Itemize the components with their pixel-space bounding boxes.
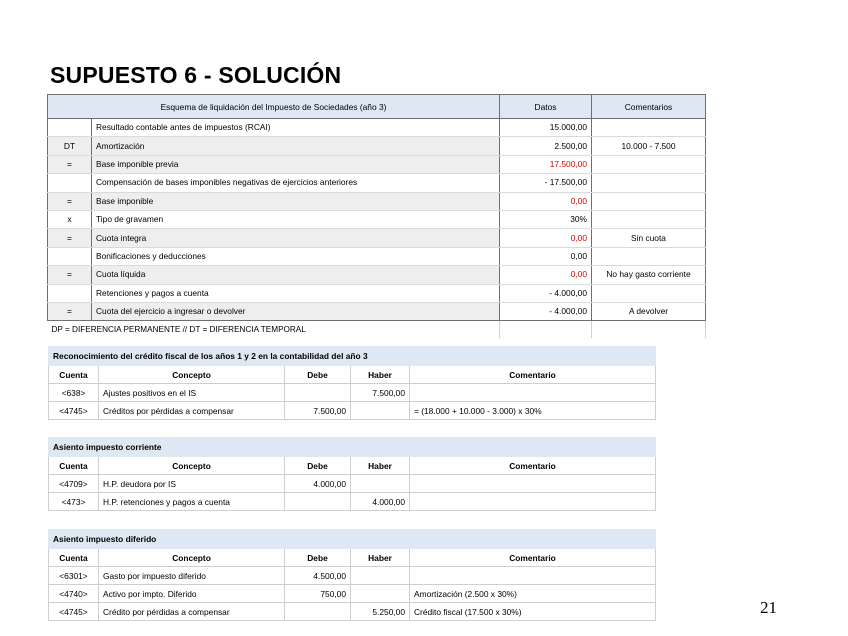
journal-title-row (49, 347, 656, 366)
concept: Activo por impto. Diferido (99, 585, 285, 603)
debit-amount: 4.000,00 (285, 475, 351, 493)
debit-amount (285, 384, 351, 402)
row-comment (592, 210, 706, 228)
row-label: Bonificaciones y deducciones (92, 247, 500, 265)
row-label: Cuota líquida (92, 266, 500, 284)
liquidation-row (48, 155, 706, 173)
row-value: 2.500,00 (500, 137, 592, 155)
row-label: Resultado contable antes de impuestos (RCAI) (92, 119, 500, 137)
journal-entry-row (49, 585, 656, 603)
debit-amount: 750,00 (285, 585, 351, 603)
account-code: <4745> (49, 603, 99, 621)
row-value: - 4.000,00 (500, 284, 592, 302)
row-label: Base imponible (92, 192, 500, 210)
entry-comment (410, 384, 656, 402)
row-symbol: = (48, 155, 92, 173)
row-label: Retenciones y pagos a cuenta (92, 284, 500, 302)
row-label: Cuota integra (92, 229, 500, 247)
row-label: Compensación de bases imponibles negativas de ejercicios anteriores (92, 174, 500, 192)
journal-title-row (49, 438, 656, 457)
liquidation-row (48, 119, 706, 137)
credit-amount (351, 475, 410, 493)
journal-column-header: Cuenta (49, 549, 99, 567)
row-comment: 10.000 - 7.500 (592, 137, 706, 155)
row-symbol (48, 247, 92, 265)
row-label: Cuota del ejercicio a ingresar o devolver (92, 302, 500, 320)
journal-credit-recognition (48, 346, 656, 420)
row-symbol (48, 284, 92, 302)
journal-column-header: Concepto (99, 549, 285, 567)
liquidation-header-row (48, 95, 706, 119)
row-symbol: = (48, 192, 92, 210)
journal-column-header: Debe (285, 457, 351, 475)
slide-title: SUPUESTO 6 - SOLUCIÓN (50, 62, 342, 88)
row-value: 0,00 (500, 192, 592, 210)
credit-amount: 4.000,00 (351, 493, 410, 511)
journal-title: Reconocimiento del crédito fiscal de los años 1 y 2 en la contabilidad del año 3 (49, 347, 656, 366)
credit-amount: 7.500,00 (351, 384, 410, 402)
journal-column-header: Haber (351, 549, 410, 567)
entry-comment (410, 567, 656, 585)
row-label: Tipo de gravamen (92, 210, 500, 228)
account-code: <4740> (49, 585, 99, 603)
entry-comment: Crédito fiscal (17.500 x 30%) (410, 603, 656, 621)
concept: Gasto por impuesto diferido (99, 567, 285, 585)
row-comment (592, 174, 706, 192)
journal-column-header: Comentario (410, 549, 656, 567)
row-comment: No hay gasto corriente (592, 266, 706, 284)
entry-comment: Amortización (2.500 x 30%) (410, 585, 656, 603)
journal-column-header: Debe (285, 366, 351, 384)
liquidation-row (48, 266, 706, 284)
liquidation-row (48, 210, 706, 228)
journal-column-header: Cuenta (49, 457, 99, 475)
row-comment (592, 155, 706, 173)
row-comment (592, 192, 706, 210)
liquidation-row (48, 192, 706, 210)
row-comment (592, 284, 706, 302)
journal-title: Asiento impuesto corriente (49, 438, 656, 457)
liquidation-row (48, 302, 706, 320)
journal-deferred-tax (48, 529, 656, 621)
debit-amount (285, 603, 351, 621)
credit-amount: 5.250,00 (351, 603, 410, 621)
row-label: Amortización (92, 137, 500, 155)
row-symbol: x (48, 210, 92, 228)
entry-comment: = (18.000 + 10.000 - 3.000) x 30% (410, 402, 656, 420)
credit-amount (351, 402, 410, 420)
row-symbol: = (48, 229, 92, 247)
empty-cell (500, 321, 592, 339)
comentarios-header: Comentarios (592, 95, 706, 119)
journal-column-header: Cuenta (49, 366, 99, 384)
journal-entry-row (49, 493, 656, 511)
concept: Crédito por pérdidas a compensar (99, 603, 285, 621)
journal-title: Asiento impuesto diferido (49, 530, 656, 549)
debit-amount: 7.500,00 (285, 402, 351, 420)
journal-entry-row (49, 384, 656, 402)
entry-comment (410, 475, 656, 493)
row-comment (592, 247, 706, 265)
row-value: 0,00 (500, 229, 592, 247)
account-code: <6301> (49, 567, 99, 585)
liquidation-row (48, 284, 706, 302)
row-symbol (48, 174, 92, 192)
row-value: 0,00 (500, 266, 592, 284)
liquidation-row (48, 247, 706, 265)
journal-column-header: Haber (351, 366, 410, 384)
datos-header: Datos (500, 95, 592, 119)
journal-entry-row (49, 603, 656, 621)
concept: Ajustes positivos en el IS (99, 384, 285, 402)
concept: H.P. deudora por IS (99, 475, 285, 493)
row-value: 15.000,00 (500, 119, 592, 137)
journal-title-row (49, 530, 656, 549)
concept: Créditos por pérdidas a compensar (99, 402, 285, 420)
journal-column-header: Debe (285, 549, 351, 567)
liquidation-table (47, 94, 706, 338)
row-symbol: DT (48, 137, 92, 155)
row-value: - 4.000,00 (500, 302, 592, 320)
journal-entry-row (49, 402, 656, 420)
liquidation-row (48, 174, 706, 192)
row-comment: A devolver (592, 302, 706, 320)
account-code: <473> (49, 493, 99, 511)
row-comment (592, 119, 706, 137)
row-symbol (48, 119, 92, 137)
row-comment: Sin cuota (592, 229, 706, 247)
account-code: <638> (49, 384, 99, 402)
debit-amount: 4.500,00 (285, 567, 351, 585)
journal-column-header: Haber (351, 457, 410, 475)
account-code: <4709> (49, 475, 99, 493)
liquidation-footnote-row (48, 321, 706, 339)
account-code: <4745> (49, 402, 99, 420)
row-symbol: = (48, 266, 92, 284)
journal-header-row (49, 549, 656, 567)
footnote: DP = DIFERENCIA PERMANENTE // DT = DIFERENCIA TEMPORAL (51, 325, 306, 335)
liquidation-row (48, 229, 706, 247)
page-number: 21 (760, 598, 777, 617)
journal-column-header: Comentario (410, 366, 656, 384)
journal-header-row (49, 366, 656, 384)
journal-column-header: Concepto (99, 366, 285, 384)
journal-header-row (49, 457, 656, 475)
debit-amount (285, 493, 351, 511)
row-value: 0,00 (500, 247, 592, 265)
row-label: Base imponible previa (92, 155, 500, 173)
credit-amount (351, 567, 410, 585)
journal-column-header: Comentario (410, 457, 656, 475)
empty-cell (592, 321, 706, 339)
journal-entry-row (49, 567, 656, 585)
liquidation-row (48, 137, 706, 155)
credit-amount (351, 585, 410, 603)
row-value: 30% (500, 210, 592, 228)
concept: H.P. retenciones y pagos a cuenta (99, 493, 285, 511)
journal-column-header: Concepto (99, 457, 285, 475)
liquidation-scheme-header: Esquema de liquidación del Impuesto de Sociedades (año 3) (48, 95, 500, 119)
journal-current-tax (48, 437, 656, 511)
journal-entry-row (49, 475, 656, 493)
row-value: 17.500,00 (500, 155, 592, 173)
row-value: - 17.500,00 (500, 174, 592, 192)
row-symbol: = (48, 302, 92, 320)
entry-comment (410, 493, 656, 511)
